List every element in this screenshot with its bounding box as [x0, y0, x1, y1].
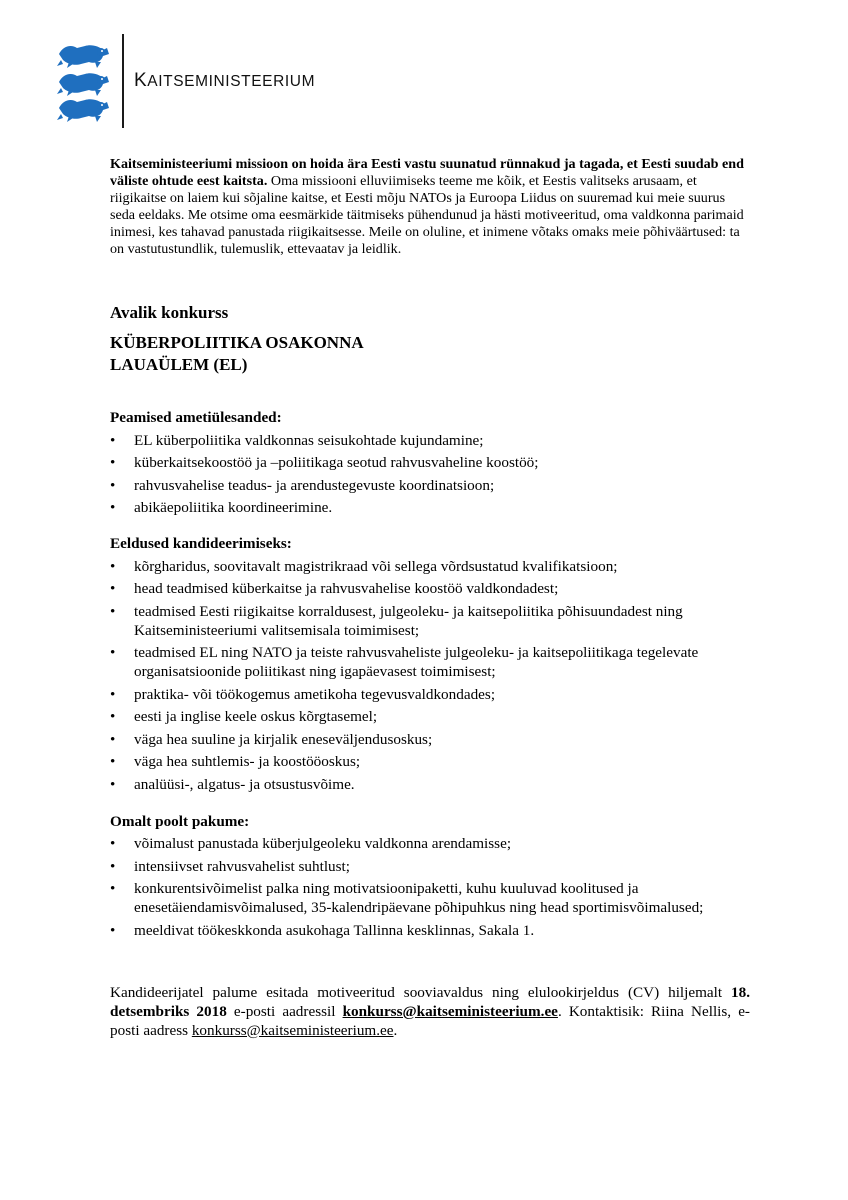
- list-item: • konkurentsivõimelist palka ning motivatsioonipaketti, kuhu kuuluvad koolitused ja enesetäiendamisvõimalused, 35-kalendripäevane põhipuhkus ning head sportimisvõimalused;: [110, 879, 750, 917]
- offer-title: Omalt poolt pakume:: [110, 812, 250, 830]
- deadline: 18. detsembriks 2018: [110, 983, 750, 1020]
- list-item: • praktika- või töökogemus ametikoha tegevusvaldkondades;: [110, 685, 750, 704]
- mission-bold: Kaitseministeeriumi missioon on hoida ära Eesti vastu suunatud rünnakud ja tagada, et Eesti suudab end väliste ohtude eest kaitsta.: [110, 156, 744, 189]
- ministry-name: KAITSEMINISTEERIUM: [134, 70, 316, 91]
- list-item: • rahvusvahelise teadus- ja arendustegevuste koordinatsioon;: [110, 476, 750, 495]
- list-item: • meeldivat töökeskkonda asukohaga Tallinna kesklinnas, Sakala 1.: [110, 921, 750, 940]
- list-item: • head teadmised küberkaitse ja rahvusvahelise koostöö valdkondadest;: [110, 579, 750, 598]
- list-item: • analüüsi-, algatus- ja otsustusvõime.: [110, 775, 750, 794]
- mission-statement: [110, 156, 750, 258]
- list-item: • väga hea suhtlemis- ja koostööoskus;: [110, 752, 750, 771]
- three-lions-coat-of-arms-icon: [55, 40, 111, 126]
- page-header: [55, 34, 455, 128]
- list-item: • intensiivset rahvusvahelist suhtlust;: [110, 857, 750, 876]
- list-item: • teadmised EL ning NATO ja teiste rahvusvaheliste julgeoleku- ja kaitsepoliitikaga tegelevate organisatsioonide poliitikast ning igapäevasest toimimisest;: [110, 643, 750, 681]
- application-instructions: Kandideerijatel palume esitada motiveeritud sooviavaldus ning elulookirjeldus (CV) hiljemalt 18. detsembriks 2018 e-posti aadressil konkurss@kaitseministeerium.ee. Kontaktisik: Riina Nellis, e-posti aadress konkurss@kaitseministeerium.ee.: [110, 983, 750, 1039]
- requirements-list: [110, 557, 750, 794]
- email-link[interactable]: konkurss@kaitseministeerium.ee: [342, 1002, 558, 1020]
- duties-title: Peamised ametiülesanded:: [110, 409, 282, 426]
- competition-label: Avalik konkurss: [110, 303, 229, 322]
- list-item: • teadmised Eesti riigikaitse korraldusest, julgeoleku- ja kaitsepoliitika põhisuundadest ning Kaitseministeeriumi valitsemisala toimimisest;: [110, 602, 750, 640]
- list-item: • võimalust panustada küberjulgeoleku valdkonna arendamisse;: [110, 834, 750, 853]
- duties-list: [110, 431, 750, 518]
- document-body: [110, 156, 750, 1040]
- contact-email-link[interactable]: konkurss@kaitseministeerium.ee: [191, 1021, 394, 1039]
- mission-text: Oma missiooni elluviimiseks teeme me kõik, et Eestis valitseks arusaam, et riigikaitse on laiem kui sõjaline kaitse, et Eesti mõju NATOs ja Euroopa Liidus on suuremad kui meie suurus seda eeldaks. Me otsime oma eesmärkide täitmiseks pühendunud ja hästi motiveeritud, oma valdkonna parimaid inimesi, kes tahavad panustada riigikaitsesse. Meile on oluline, et inimene võtaks omaks meie põhiväärtused: ta on vastutustundlik, tulemuslik, ettevaatav ja leidlik.: [110, 173, 744, 257]
- list-item: • väga hea suuline ja kirjalik eneseväljendusoskus;: [110, 730, 750, 749]
- list-item: • EL küberpoliitika valdkonnas seisukohtade kujundamine;: [110, 431, 750, 450]
- list-item: • abikäepoliitika koordineerimine.: [110, 498, 750, 517]
- header-divider: [122, 34, 124, 128]
- offer-list: [110, 834, 750, 940]
- list-item: • eesti ja inglise keele oskus kõrgtasemel;: [110, 707, 750, 726]
- requirements-title: Eeldused kandideerimiseks:: [110, 535, 292, 552]
- list-item: • küberkaitsekoostöö ja –poliitikaga seotud rahvusvaheline koostöö;: [110, 453, 750, 472]
- list-item: • kõrgharidus, soovitavalt magistrikraad või sellega võrdsustatud kvalifikatsioon;: [110, 557, 750, 576]
- job-title: KÜBERPOLIITIKA OSAKONNA LAUAÜLEM (EL): [110, 333, 364, 374]
